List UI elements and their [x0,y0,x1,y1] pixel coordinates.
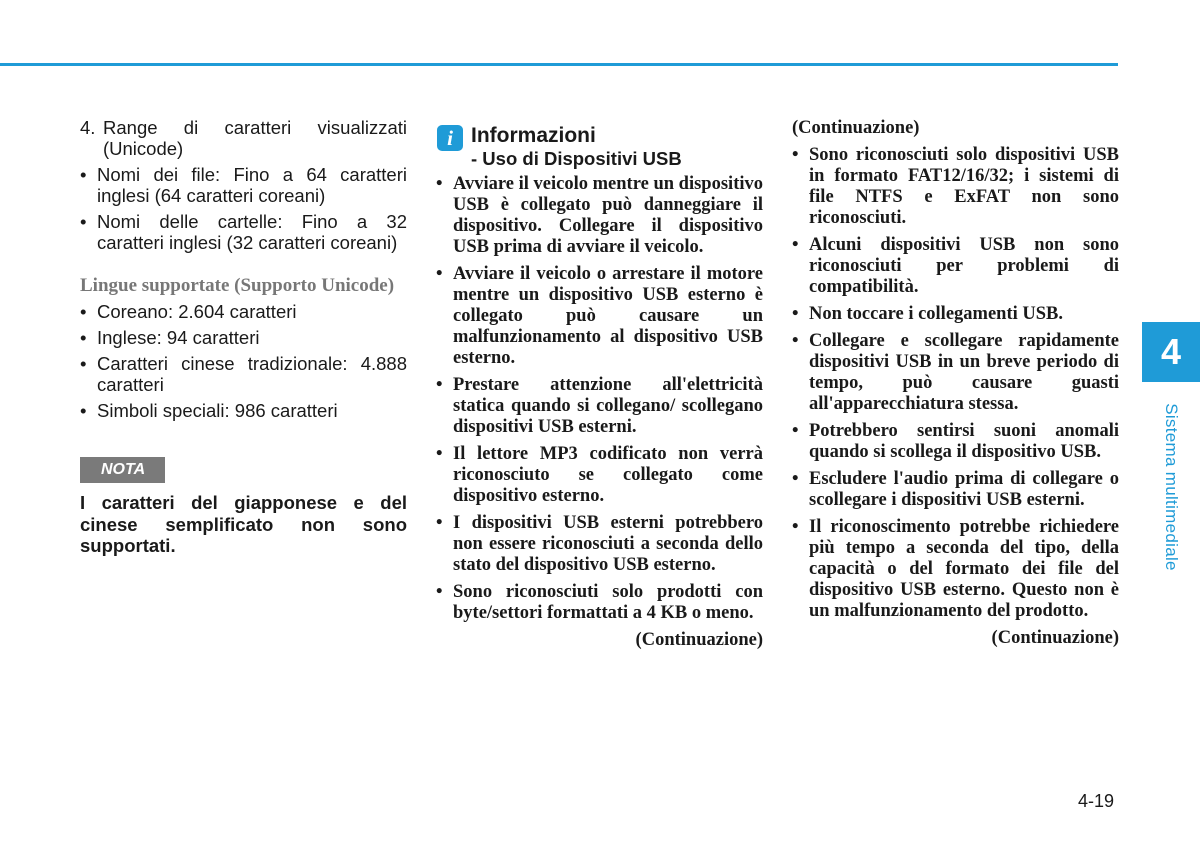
list-item [792,145,1119,229]
info-title: Informazioni [471,124,596,147]
list-item [792,421,1119,463]
chapter-tab: 4 [1142,322,1200,382]
continuation-note: (Continuazione) [635,630,763,650]
bullet-marker: • [792,304,799,324]
header-rule [0,63,1118,66]
list-item [436,444,763,507]
list-item [436,174,763,258]
list-item-text: Nomi dei file: Fino a 64 caratteri inglesi (64 caratteri coreani) [97,164,407,206]
bullet-marker: • [436,174,443,194]
continued-from-note: (Continuazione) [792,118,920,138]
continuation-note: (Continuazione) [991,628,1119,648]
nota-text: I caratteri del giapponese e del cinese semplificato non sono supportati. [80,492,407,556]
list-item [436,264,763,369]
list-item-text: Simboli speciali: 986 caratteri [97,400,338,421]
page-number: 4-19 [1078,791,1115,811]
list-item-text: Non toccare i collegamenti USB. [809,304,1063,324]
bullet-marker: • [792,331,799,351]
list-item [80,327,407,348]
right-column [792,118,1119,649]
list-item-text: Escludere l'audio prima di collegare o scollegare i dispositivi USB esterni. [809,469,1119,510]
list-item [436,582,763,624]
bullet-marker: • [436,582,443,602]
list-item [80,301,407,322]
list-item [436,375,763,438]
list-item [792,235,1119,298]
list-item-text: Il riconoscimento potrebbe richiedere più tempo a seconda del tipo, della capacità o del formato dei file del dispositivo USB esterno. Questo non è un malfunzionamento del prodotto. [809,517,1119,621]
supported-languages-heading: Lingue supportate (Supporto Unicode) [80,275,395,296]
bullet-marker: • [792,235,799,255]
list-item [80,164,407,206]
list-item [436,513,763,576]
list-item [792,517,1119,622]
list-item-text: Potrebbero sentirsi suoni anomali quando si scollega il dispositivo USB. [809,421,1119,462]
bullet-marker: • [436,444,443,464]
bullet-marker: • [792,145,799,165]
info-subtitle: - Uso di Dispositivi USB [471,148,682,169]
bullet-marker: • [436,264,443,284]
list-item-text: Il lettore MP3 codificato non verrà riconosciuto se collegato come dispositivo esterno. [453,444,763,506]
list-item-text: I dispositivi USB esterni potrebbero non essere riconosciuti a seconda dello stato del dispositivo USB esterno. [453,513,763,575]
chapter-label: Sistema multimediale [1162,403,1181,571]
list-item-text: Alcuni dispositivi USB non sono riconosciuti per problemi di compatibilità. [809,235,1119,297]
info-icon: i [437,125,463,151]
usb-bullet-list [792,145,1119,622]
bullet-marker: • [80,301,87,322]
list-item-text: Sono riconosciuti solo prodotti con byte/settori formattati a 4 KB o meno. [453,582,763,623]
range-heading-text: Range di caratteri visualizzati (Unicode) [103,117,407,159]
list-item-text: Prestare attenzione all'elettricità statica quando si collegano/ scollegano dispositivi USB esterni. [453,375,763,437]
info-bullet-list [436,174,763,624]
list-item-text: Nomi delle cartelle: Fino a 32 caratteri inglesi (32 caratteri coreani) [97,211,407,253]
list-item-text: Collegare e scollegare rapidamente dispositivi USB in un breve periodo di tempo, può causare guasti all'apparecchiatura stessa. [809,331,1119,414]
list-item [792,304,1119,325]
list-item-text: Coreano: 2.604 caratteri [97,301,297,322]
nota-badge: NOTA [80,457,165,483]
list-item-text: Avviare il veicolo mentre un dispositivo USB è collegato può danneggiare il dispositivo. Collegare il dispositivo USB prima di avviare il veicolo. [453,174,763,257]
list-item-text: Inglese: 94 caratteri [97,327,260,348]
languages-bullet-list [80,301,407,421]
bullet-marker: • [80,400,87,421]
bullet-marker: • [792,421,799,441]
list-item [792,469,1119,511]
list-number: 4. [80,117,96,138]
info-box-header [436,122,763,174]
list-item [80,353,407,395]
list-item-text: Caratteri cinese tradizionale: 4.888 caratteri [97,353,407,395]
bullet-marker: • [80,327,87,348]
bullet-marker: • [80,211,87,232]
bullet-marker: • [436,513,443,533]
list-item [792,331,1119,415]
bullet-marker: • [792,517,799,537]
bullet-marker: • [436,375,443,395]
list-item-text: Sono riconosciuti solo dispositivi USB in formato FAT12/16/32; i sistemi di file NTFS e ExFAT non sono riconosciuti. [809,145,1119,228]
list-item-text: Avviare il veicolo o arrestare il motore mentre un dispositivo USB esterno è collegato può causare un malfunzionamento al dispositivo USB esterno. [453,264,763,368]
range-heading-item [80,117,407,159]
bullet-marker: • [80,164,87,185]
range-bullet-list [80,164,407,253]
left-column [80,117,407,557]
bullet-marker: • [792,469,799,489]
list-item [80,211,407,253]
bullet-marker: • [80,353,87,374]
middle-column [436,122,763,651]
list-item [80,400,407,421]
